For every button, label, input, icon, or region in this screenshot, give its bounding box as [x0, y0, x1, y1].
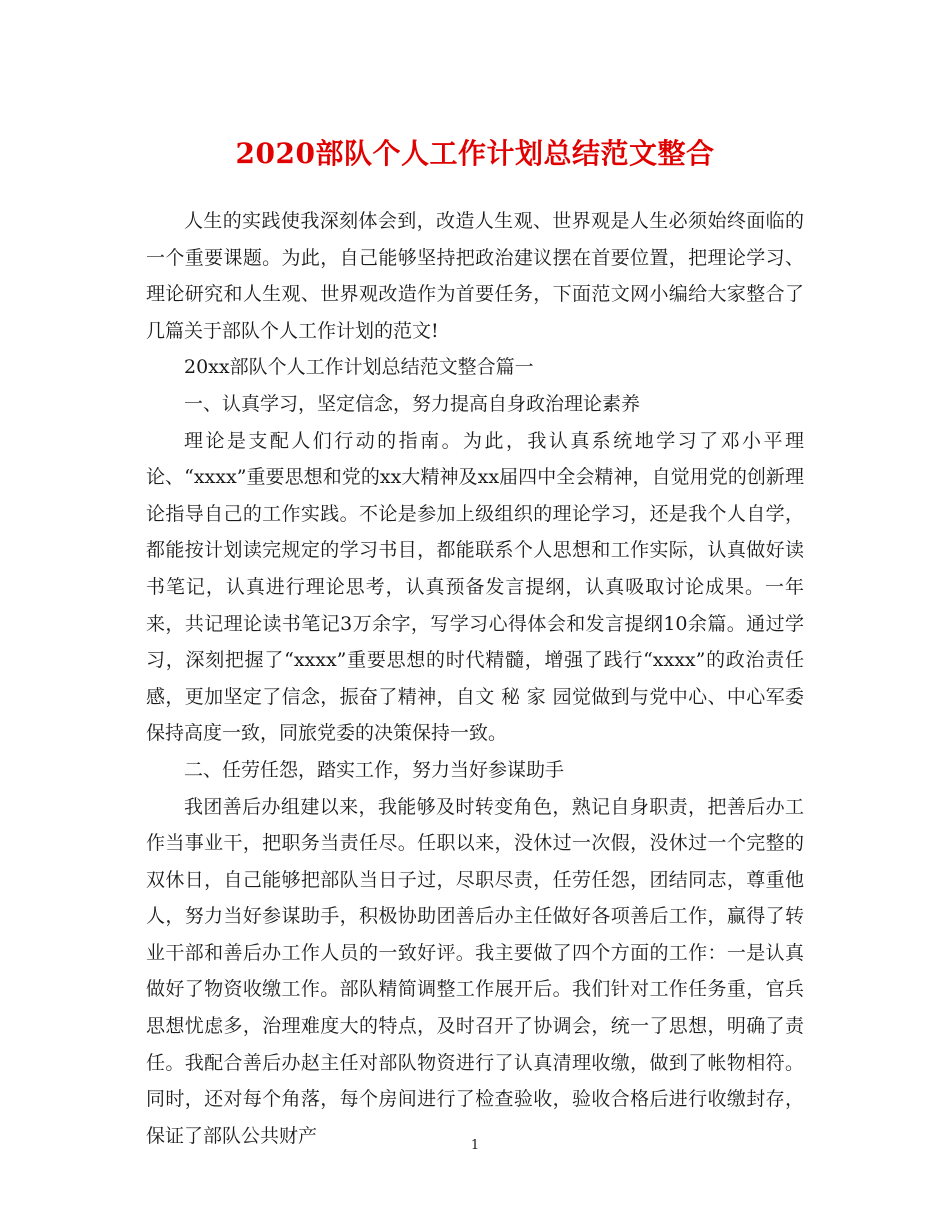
document-title: 2020部队个人工作计划总结范文整合 [235, 137, 715, 170]
section-heading-work: 二、任劳任怨，踏实工作，努力当好参谋助手 [184, 758, 565, 781]
section-heading-article-one: 20xx部队个人工作计划总结范文整合篇一 [184, 356, 534, 379]
section-heading-study: 一、认真学习，坚定信念，努力提高自身政治理论素养 [184, 392, 641, 415]
intro-paragraph: 人生的实践使我深刻体会到，改造人生观、世界观是人生必须始终面临的一个重要课题。为此，自己能够坚持把政治建议摆在首要位置，把理论学习、理论研究和人生观、世界观改造作为首要任务，下面范文网小编给大家整合了几篇关于部队个人工作计划的范文! [146, 210, 804, 342]
document-body [146, 203, 804, 1154]
work-paragraph: 我团善后办组建以来，我能够及时转变角色，熟记自身职责，把善后办工作当事业干，把职务当责任尽。任职以来，没休过一次假，没休过一个完整的双休日，自己能够把部队当日子过，尽职尽责，任劳任怨，团结同志，尊重他人，努力当好参谋助手，积极协助团善后办主任做好各项善后工作，赢得了转业干部和善后办工作人员的一致好评。我主要做了四个方面的工作：一是认真做好了物资收缴工作。部队精简调整工作展开后。我们针对工作任务重，官兵思想忧虑多，治理难度大的特点，及时召开了协调会，统一了思想，明确了责任。我配合善后办赵主任对部队物资进行了认真清理收缴，做到了帐物相符。同时，还对每个角落，每个房间进行了检查验收，验收合格后进行收缴封存，保证了部队公共财产 [146, 795, 804, 1147]
page-number: 1 [470, 1138, 480, 1153]
study-paragraph: 理论是支配人们行动的指南。为此，我认真系统地学习了邓小平理论、“xxxx”重要思想和党的xx大精神及xx届四中全会精神，自觉用党的创新理论指导自己的工作实践。不论是参加上级组织的理论学习，还是我个人自学，都能按计划读完规定的学习书目，都能联系个人思想和工作实际，认真做好读书笔记，认真进行理论思考，认真预备发言提纲，认真吸取讨论成果。一年来，共记理论读书笔记3万余字，写学习心得体会和发言提纲10余篇。通过学习，深刻把握了“xxxx”重要思想的时代精髓，增强了践行“xxxx”的政治责任感，更加坚定了信念，振奋了精神，自文 秘 家 园觉做到与党中心、中心军委保持高度一致，同旅党委的决策保持一致。 [146, 429, 804, 745]
